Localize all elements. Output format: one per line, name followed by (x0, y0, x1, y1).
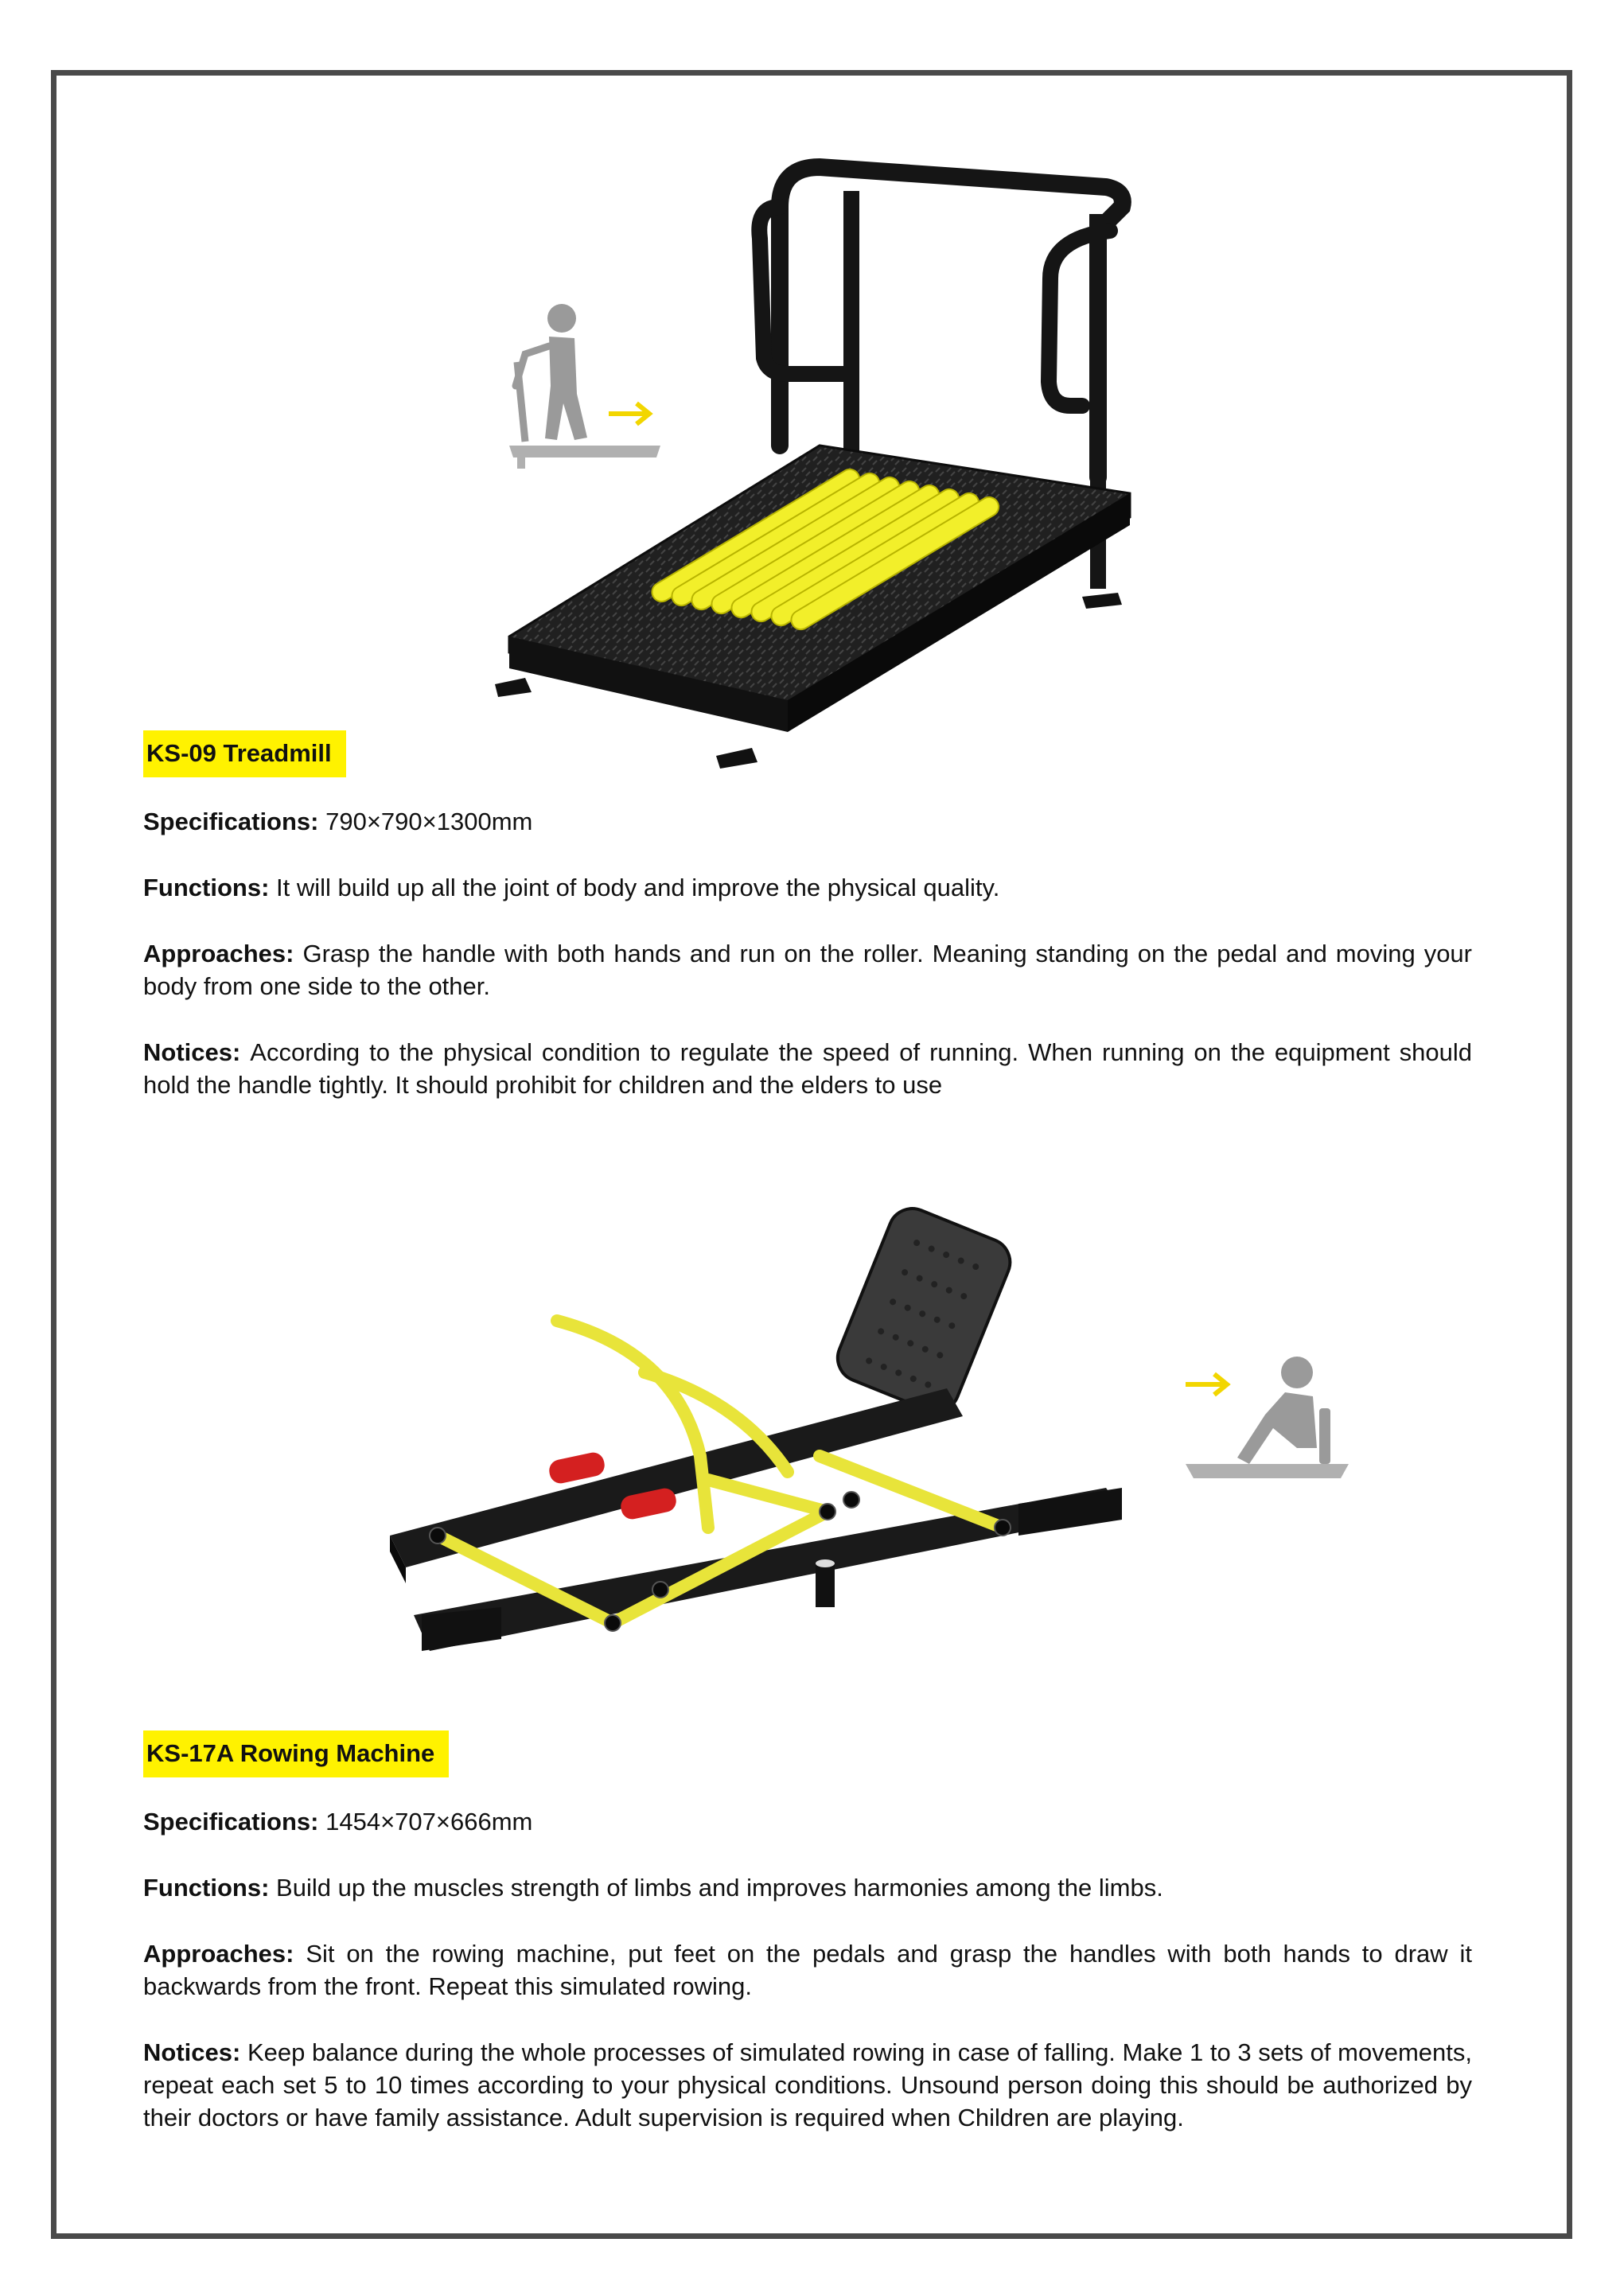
product-ks17a (143, 1730, 1480, 2134)
rowing-usage-pictogram (1178, 1353, 1353, 1496)
functions-line (143, 871, 1472, 904)
rowing-machine-illustration (374, 1193, 1138, 1687)
functions-label: Functions: (143, 874, 277, 902)
product-ks09 (143, 730, 1480, 1101)
notices-line (143, 1036, 1472, 1101)
approaches-value: Grasp the handle with both hands and run on the roller. Meaning standing on the pedal and moving your body from one side to the other. (143, 940, 1472, 1001)
product-title-badge (143, 730, 346, 777)
treadmill-usage-pictogram (501, 298, 668, 473)
product-title: KS-09 Treadmill (146, 739, 332, 767)
notices-line (143, 2036, 1472, 2134)
specifications-label: Specifications: (143, 808, 326, 836)
notices-value: Keep balance during the whole processes of simulated rowing in case of falling. Make 1 to 3 sets of movements, repeat each set 5 to 10 times according to your physical conditions. Unsound person doing this should be authorized by their doctors or have family assistance. Adult supervision is required when Children are playing. (143, 2038, 1472, 2132)
approaches-line (143, 937, 1472, 1002)
specifications-value: 1454×707×666mm (325, 1808, 533, 1836)
approaches-label: Approaches: (143, 940, 303, 968)
functions-label: Functions: (143, 1874, 277, 1902)
product-title-badge (143, 1730, 449, 1777)
specifications-line (143, 1805, 1472, 1838)
approaches-line (143, 1937, 1472, 2003)
functions-line (143, 1871, 1472, 1904)
product-title: KS-17A Rowing Machine (146, 1739, 435, 1767)
specifications-value: 790×790×1300mm (325, 808, 533, 836)
specifications-line (143, 805, 1472, 838)
functions-value: Build up the muscles strength of limbs and improves harmonies among the limbs. (276, 1874, 1163, 1902)
notices-label: Notices: (143, 2038, 247, 2067)
approaches-label: Approaches: (143, 1940, 306, 1968)
approaches-value: Sit on the rowing machine, put feet on the pedals and grasp the handles with both hands to draw it backwards from the front. Repeat this simulated rowing. (143, 1940, 1472, 2001)
notices-label: Notices: (143, 1038, 251, 1067)
functions-value: It will build up all the joint of body and improve the physical quality. (276, 874, 1000, 902)
specifications-label: Specifications: (143, 1808, 326, 1836)
notices-value: According to the physical condition to regulate the speed of running. When running on the equipment should hold the handle tightly. It should prohibit for children and the elders to use (143, 1038, 1472, 1100)
